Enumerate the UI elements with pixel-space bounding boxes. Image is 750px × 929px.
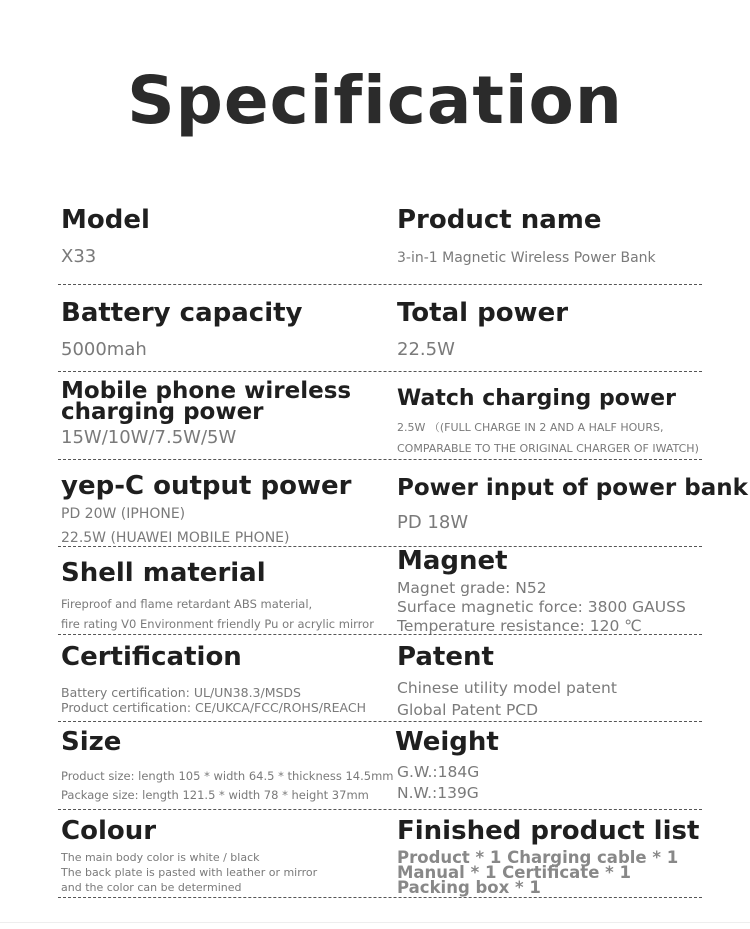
battery-capacity-value: 5000mah: [61, 339, 147, 360]
power-input-value: PD 18W: [397, 512, 469, 533]
model-heading: Model: [61, 205, 150, 235]
power-input-heading: Power input of power bank: [397, 475, 748, 501]
shell-material-heading: Shell material: [61, 558, 266, 588]
certification-value: Battery certification: UL/UN38.3/MSDS Product certification: CE/UKCA/FCC/ROHS/REACH: [61, 685, 367, 715]
watch-charging-heading: Watch charging power: [397, 386, 676, 411]
row-divider: [58, 634, 702, 635]
row-divider: [58, 809, 702, 810]
weight-heading: Weight: [395, 727, 499, 757]
typec-output-heading: yep-C output power: [61, 471, 352, 501]
watch-charging-value: 2.5W （(FULL CHARGE IN 2 AND A HALF HOURS, COMPARABLE TO THE ORIGINAL CHARGER OF IWATCH): [397, 421, 699, 455]
page-title: Specification: [127, 62, 623, 139]
size-value: Product size: length 105 * width 64.5 * thickness 14.5mm Package size: length 121.5 * width 78 * height 37mm: [61, 769, 394, 802]
product-name-heading: Product name: [397, 205, 602, 235]
total-power-heading: Total power: [397, 298, 569, 328]
product-name-value: 3-in-1 Magnetic Wireless Power Bank: [397, 250, 656, 266]
magnet-heading: Magnet: [397, 546, 508, 576]
model-value: X33: [61, 246, 97, 267]
typec-output-value: PD 20W (IPHONE) 22.5W (HUAWEI MOBILE PHONE): [61, 506, 290, 546]
row-divider: [58, 459, 702, 460]
patent-value: Chinese utility model patent Global Patent PCD: [397, 679, 617, 719]
row-divider: [58, 284, 702, 285]
size-heading: Size: [61, 727, 122, 757]
certification-heading: Certification: [61, 642, 242, 672]
bottom-divider: [0, 922, 750, 923]
row-divider: [58, 371, 702, 372]
wireless-charging-heading: Mobile phone wireless charging power: [61, 378, 352, 425]
finished-list-value: Product * 1 Charging cable * 1 Manual * 1 Certificate * 1 Packing box * 1: [397, 848, 679, 897]
finished-list-heading: Finished product list: [397, 816, 700, 846]
row-divider: [58, 897, 702, 898]
row-divider: [58, 546, 702, 547]
weight-value: G.W.:184G N.W.:139G: [397, 763, 480, 802]
colour-heading: Colour: [61, 816, 157, 846]
total-power-value: 22.5W: [397, 339, 455, 360]
patent-heading: Patent: [397, 642, 494, 672]
colour-value: The main body color is white / black The back plate is pasted with leather or mirror and the color can be determined: [61, 851, 318, 894]
battery-capacity-heading: Battery capacity: [61, 298, 303, 328]
row-divider: [58, 721, 702, 722]
magnet-value: Magnet grade: N52 Surface magnetic force: 3800 GAUSS Temperature resistance: 120 ℃: [397, 579, 686, 635]
wireless-charging-value: 15W/10W/7.5W/5W: [61, 427, 237, 448]
shell-material-value: Fireproof and flame retardant ABS material, fire rating V0 Environment friendly Pu or acrylic mirror: [61, 597, 374, 631]
